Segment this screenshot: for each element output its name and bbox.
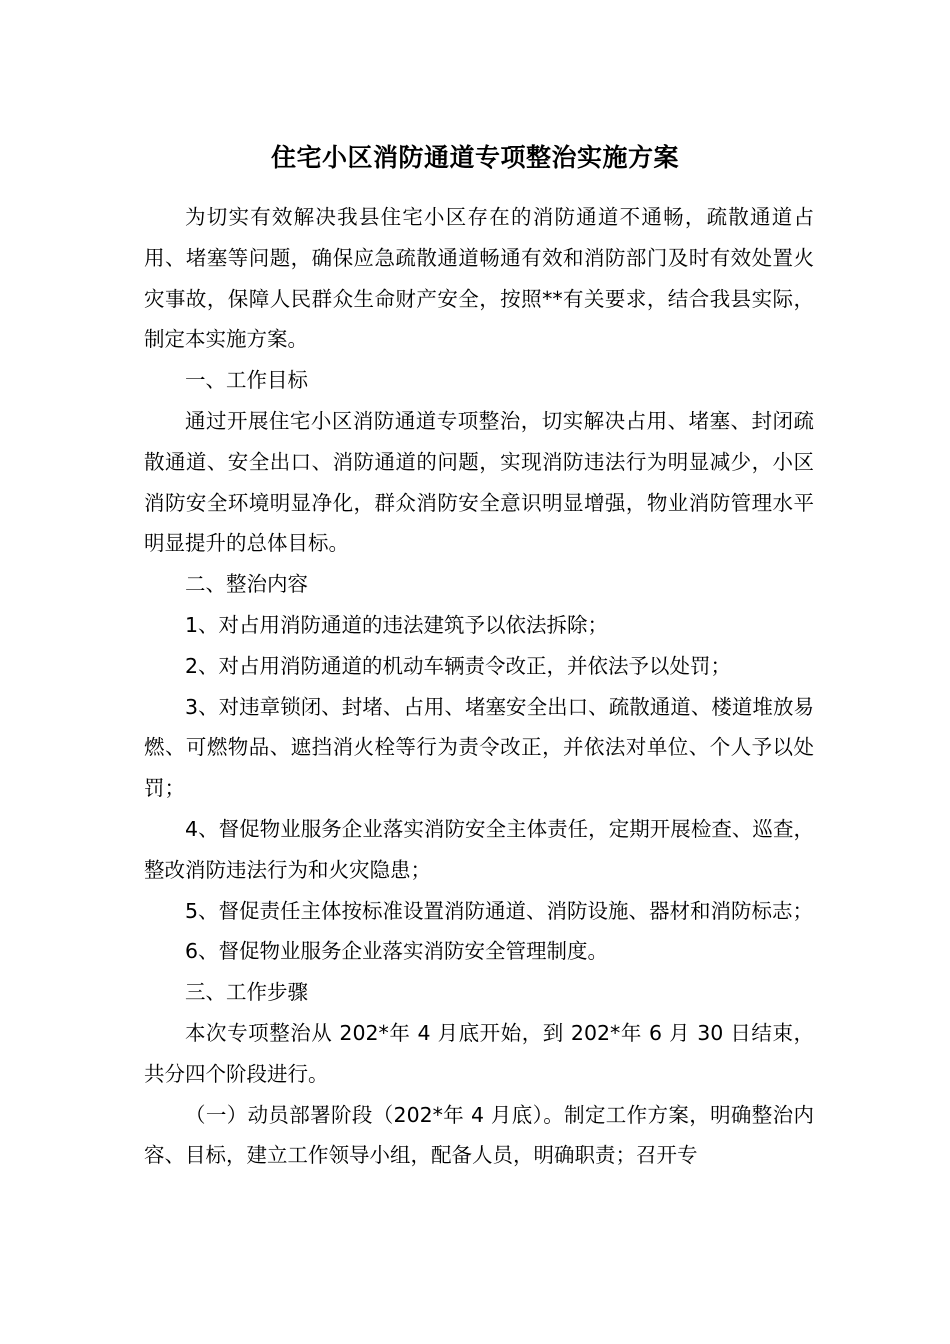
list-item-1: 1、对占用消防通道的违法建筑予以依法拆除； [185, 612, 609, 637]
list-item-6: 6、督促物业服务企业落实消防安全管理制度。 [185, 939, 609, 964]
list-item-5: 5、督促责任主体按标准设置消防通道、消防设施、器材和消防标志； [185, 898, 814, 923]
document-body [144, 197, 814, 1176]
section-heading-content: 二、整治内容 [185, 572, 308, 597]
paragraph-steps: 本次专项整治从 202*年 4 月底开始，到 202*年 6 月 30 日结束，共分四个阶段进行。 [144, 1020, 814, 1086]
document-title: 住宅小区消防通道专项整治实施方案 [270, 143, 679, 172]
section-heading-goals: 一、工作目标 [185, 368, 308, 393]
paragraph-goals: 通过开展住宅小区消防通道专项整治，切实解决占用、堵塞、封闭疏散通道、安全出口、消防通道的问题，实现消防违法行为明显减少，小区消防安全环境明显净化，群众消防安全意识明显增强，物业消防管理水平明显提升的总体目标。 [144, 408, 814, 556]
list-item-2: 2、对占用消防通道的机动车辆责令改正，并依法予以处罚； [185, 653, 732, 678]
paragraph-stage-1: （一）动员部署阶段（202*年 4 月底）。制定工作方案，明确整治内容、目标，建立工作领导小组，配备人员，明确职责；召开专 [144, 1102, 814, 1168]
list-item-4: 4、督促物业服务企业落实消防安全主体责任，定期开展检查、巡查，整改消防违法行为和火灾隐患； [144, 816, 814, 882]
list-item-3: 3、对违章锁闭、封堵、占用、堵塞安全出口、疏散通道、楼道堆放易燃、可燃物品、遮挡消火栓等行为责令改正，并依法对单位、个人予以处罚； [144, 694, 814, 801]
section-heading-steps: 三、工作步骤 [185, 980, 308, 1005]
paragraph-intro: 为切实有效解决我县住宅小区存在的消防通道不通畅，疏散通道占用、堵塞等问题，确保应急疏散通道畅通有效和消防部门及时有效处置火灾事故，保障人民群众生命财产安全，按照**有关要求，结合我县实际，制定本实施方案。 [144, 205, 814, 352]
